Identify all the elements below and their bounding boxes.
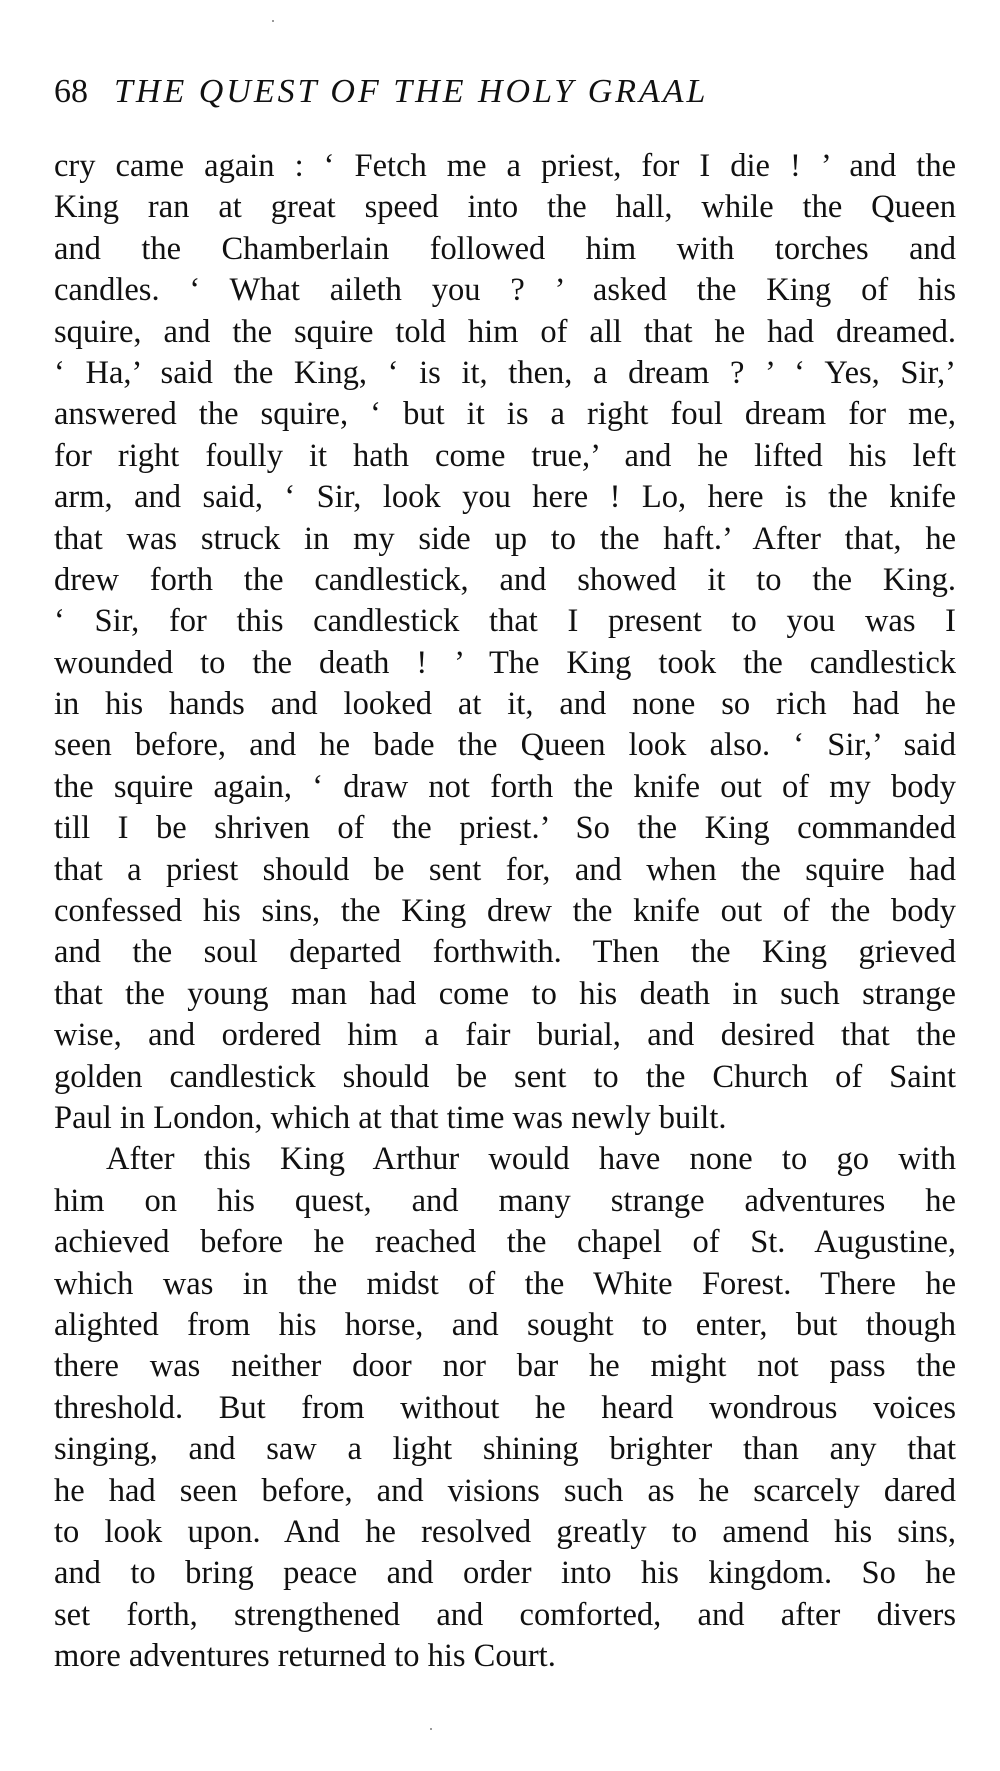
text-line: drew forth the candlestick, and showed it to the King.	[54, 561, 956, 598]
running-head	[54, 72, 954, 112]
paragraph-1	[54, 146, 956, 1139]
text-line: and the soul departed forthwith. Then the King grieved	[54, 934, 956, 971]
text-line: answered the squire, ‘ but it is a right foul dream for me,	[54, 396, 956, 433]
text-line: threshold. But from without he heard wondrous voices	[54, 1389, 956, 1426]
paragraph-2	[54, 1139, 956, 1677]
text-line: cry came again : ‘ Fetch me a priest, for I die ! ’ and the	[54, 148, 956, 184]
text-line: ‘ Sir, for this candlestick that I present to you was I	[54, 603, 956, 640]
page-number: 68	[54, 73, 88, 110]
text-line: wounded to the death ! ’ The King took the candlestick	[54, 644, 956, 681]
text-line: Paul in London, which at that time was newly built.	[54, 1099, 727, 1136]
text-line: set forth, strengthened and comforted, and after divers	[54, 1596, 956, 1633]
text-line: wise, and ordered him a fair burial, and desired that the	[54, 1017, 956, 1054]
text-line: seen before, and he bade the Queen look also. ‘ Sir,’ said	[54, 727, 956, 764]
text-line: confessed his sins, the King drew the knife out of the body	[54, 893, 956, 930]
text-line: King ran at great speed into the hall, while the Queen	[54, 189, 956, 226]
text-line: squire, and the squire told him of all that he had dreamed.	[54, 313, 956, 350]
text-line: alighted from his horse, and sought to enter, but though	[54, 1306, 956, 1343]
text-line: achieved before he reached the chapel of St. Augustine,	[54, 1224, 956, 1261]
text-line: for right foully it hath come true,’ and he lifted his left	[54, 437, 956, 474]
text-line: till I be shriven of the priest.’ So the King commanded	[54, 810, 956, 847]
text-line: After this King Arthur would have none to go with	[106, 1141, 956, 1178]
text-line: that was struck in my side up to the haft.’ After that, he	[54, 520, 956, 557]
text-line: and the Chamberlain followed him with torches and	[54, 230, 956, 267]
text-line: in his hands and looked at it, and none so rich had he	[54, 686, 956, 723]
text-line: which was in the midst of the White Forest. There he	[54, 1265, 956, 1302]
text-line: that the young man had come to his death in such strange	[54, 975, 956, 1012]
text-line: he had seen before, and visions such as he scarcely dared	[54, 1472, 956, 1509]
text-line: to look upon. And he resolved greatly to amend his sins,	[54, 1513, 956, 1550]
text-line: arm, and said, ‘ Sir, look you here ! Lo, here is the knife	[54, 479, 956, 516]
text-line: candles. ‘ What aileth you ? ’ asked the King of his	[54, 272, 956, 309]
body-text	[54, 146, 956, 1677]
text-line: there was neither door nor bar he might not pass the	[54, 1348, 956, 1385]
book-title: THE QUEST OF THE HOLY GRAAL	[114, 73, 709, 110]
text-line: singing, and saw a light shining brighter than any that	[54, 1431, 956, 1468]
text-line: the squire again, ‘ draw not forth the knife out of my body	[54, 768, 956, 805]
text-line: that a priest should be sent for, and when the squire had	[54, 851, 956, 888]
text-line: ‘ Ha,’ said the King, ‘ is it, then, a dream ? ’ ‘ Yes, Sir,’	[54, 354, 956, 391]
scan-speck-bottom	[430, 1728, 432, 1730]
text-line: and to bring peace and order into his kingdom. So he	[54, 1555, 956, 1592]
text-line: him on his quest, and many strange adventures he	[54, 1182, 956, 1219]
scan-speck-top	[272, 20, 274, 22]
text-line: golden candlestick should be sent to the Church of Saint	[54, 1058, 956, 1095]
text-line: more adventures returned to his Court.	[54, 1638, 556, 1675]
